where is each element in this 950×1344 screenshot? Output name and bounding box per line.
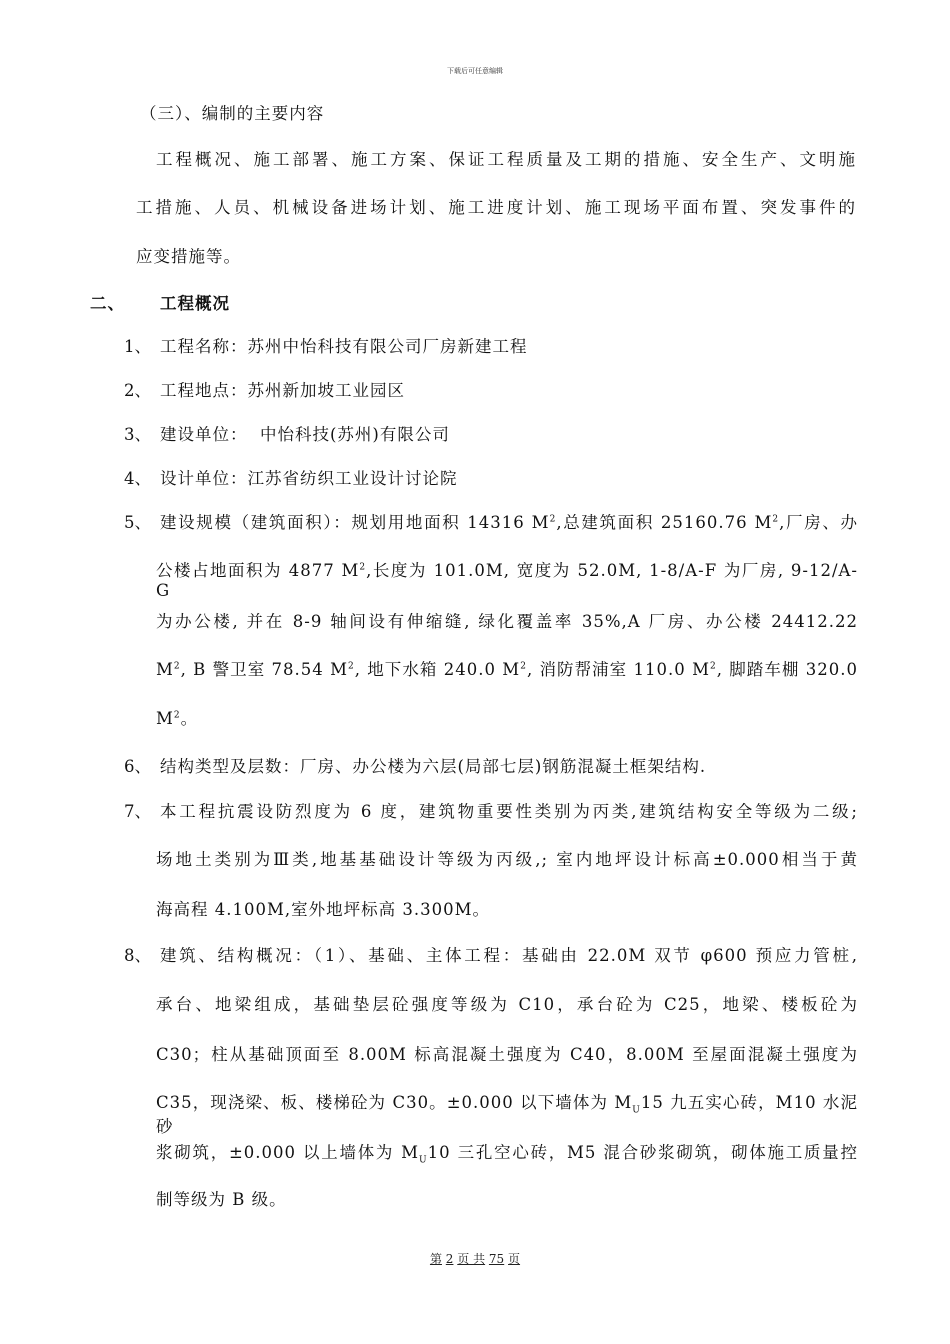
item-2-text: 工程地点：苏州新加坡工业园区 [160, 381, 405, 400]
item-7-line-2: 场地土类别为Ⅲ类,地基基础设计等级为丙级,; 室内地坪设计标高±0.000相当于黄 [156, 850, 858, 869]
item-8-line-1: 建筑、结构概况：（1）、基础、主体工程：基础由 22.0M 双节 φ600 预应力管桩, [160, 946, 858, 965]
footer-mid: 页 共 [457, 1252, 486, 1266]
item-8-line-6: 制等级为 B 级。 [156, 1190, 287, 1209]
item-5-line-3: 为办公楼, 并在 8-9 轴间设有伸缩缝, 绿化覆盖率 35%,A 厂房、办公楼 24412.22 [156, 612, 858, 631]
item-5-line-4: $M^2$, B 警卫室 78.54 $M^2$, 地下水箱 240.0 $M^2$, 消防帮浦室 110.0 $M^2$, 脚踏车棚 320.0 [156, 660, 858, 679]
item-5-line-2: 公楼占地面积为 4877 $M^2$,长度为 101.0M, 宽度为 52.0M, 1-8/A-F 为厂房, 9-12/A-G [156, 561, 858, 600]
item-4-number: 4、 [124, 469, 151, 488]
item-1-text: 工程名称：苏州中怡科技有限公司厂房新建工程 [160, 337, 528, 356]
item-8-number: 8、 [124, 946, 151, 965]
item-3-number: 3、 [124, 425, 151, 444]
item-7-line-1: 本工程抗震设防烈度为 6 度，建筑物重要性类别为丙类,建筑结构安全等级为二级; [160, 802, 858, 821]
item-2-number: 2、 [124, 381, 151, 400]
item-8-line-5: 浆砌筑，±0.000 以上墙体为 $M_U10$ 三孔空心砖，M5 混合砂浆砌筑，砌体施工质量控 [156, 1143, 858, 1166]
section3-line-3: 应变措施等。 [136, 247, 241, 266]
item-3-text: 建设单位： 中怡科技(苏州)有限公司 [160, 425, 450, 444]
item-5-line-1: 建设规模（建筑面积）：规划用地面积 14316 $M^2$,总建筑面积 25160.76 $M^2$,厂房、办 [160, 513, 859, 532]
item-6-number: 6、 [124, 757, 151, 776]
footer-prefix: 第 [429, 1252, 442, 1266]
page-footer [0, 1250, 950, 1267]
footer-page-number: 2 [445, 1252, 454, 1266]
section3-line-1: 工程概况、施工部署、施工方案、保证工程质量及工期的措施、安全生产、文明施 [156, 150, 856, 169]
item-6-text: 结构类型及层数：厂房、办公楼为六层(局部七层)钢筋混凝土框架结构. [160, 757, 707, 776]
footer-total-pages: 75 [488, 1252, 505, 1266]
item-8-line-3: C30；柱从基础顶面至 8.00M 标高混凝土强度为 C40，8.00M 至屋面混凝土强度为 [156, 1045, 858, 1064]
chapter-number: 二、 [90, 294, 125, 313]
item-7-number: 7、 [124, 802, 151, 821]
footer-suffix: 页 [508, 1252, 521, 1266]
section3-line-2: 工措施、人员、机械设备进场计划、施工进度计划、施工现场平面布置、突发事件的 [136, 198, 856, 217]
item-5-line-5: $M^2$。 [156, 709, 199, 728]
item-1-number: 1、 [124, 337, 151, 356]
chapter-title: 工程概况 [160, 294, 230, 313]
item-5-number: 5、 [124, 513, 151, 532]
item-8-line-4: C35，现浇梁、板、楼梯砼为 C30。±0.000 以下墙体为 $M_U15$ 九五实心砖，M10 水泥砂 [156, 1093, 858, 1136]
item-7-line-3: 海高程 4.100M,室外地坪标高 3.300M。 [156, 900, 490, 919]
section3-title: （三）、编制的主要内容 [140, 104, 325, 123]
page-header: 下载后可任意编辑 [447, 67, 503, 75]
item-4-text: 设计单位：江苏省纺织工业设计讨论院 [160, 469, 458, 488]
item-8-line-2: 承台、地梁组成，基础垫层砼强度等级为 C10，承台砼为 C25，地梁、楼板砼为 [156, 995, 858, 1014]
